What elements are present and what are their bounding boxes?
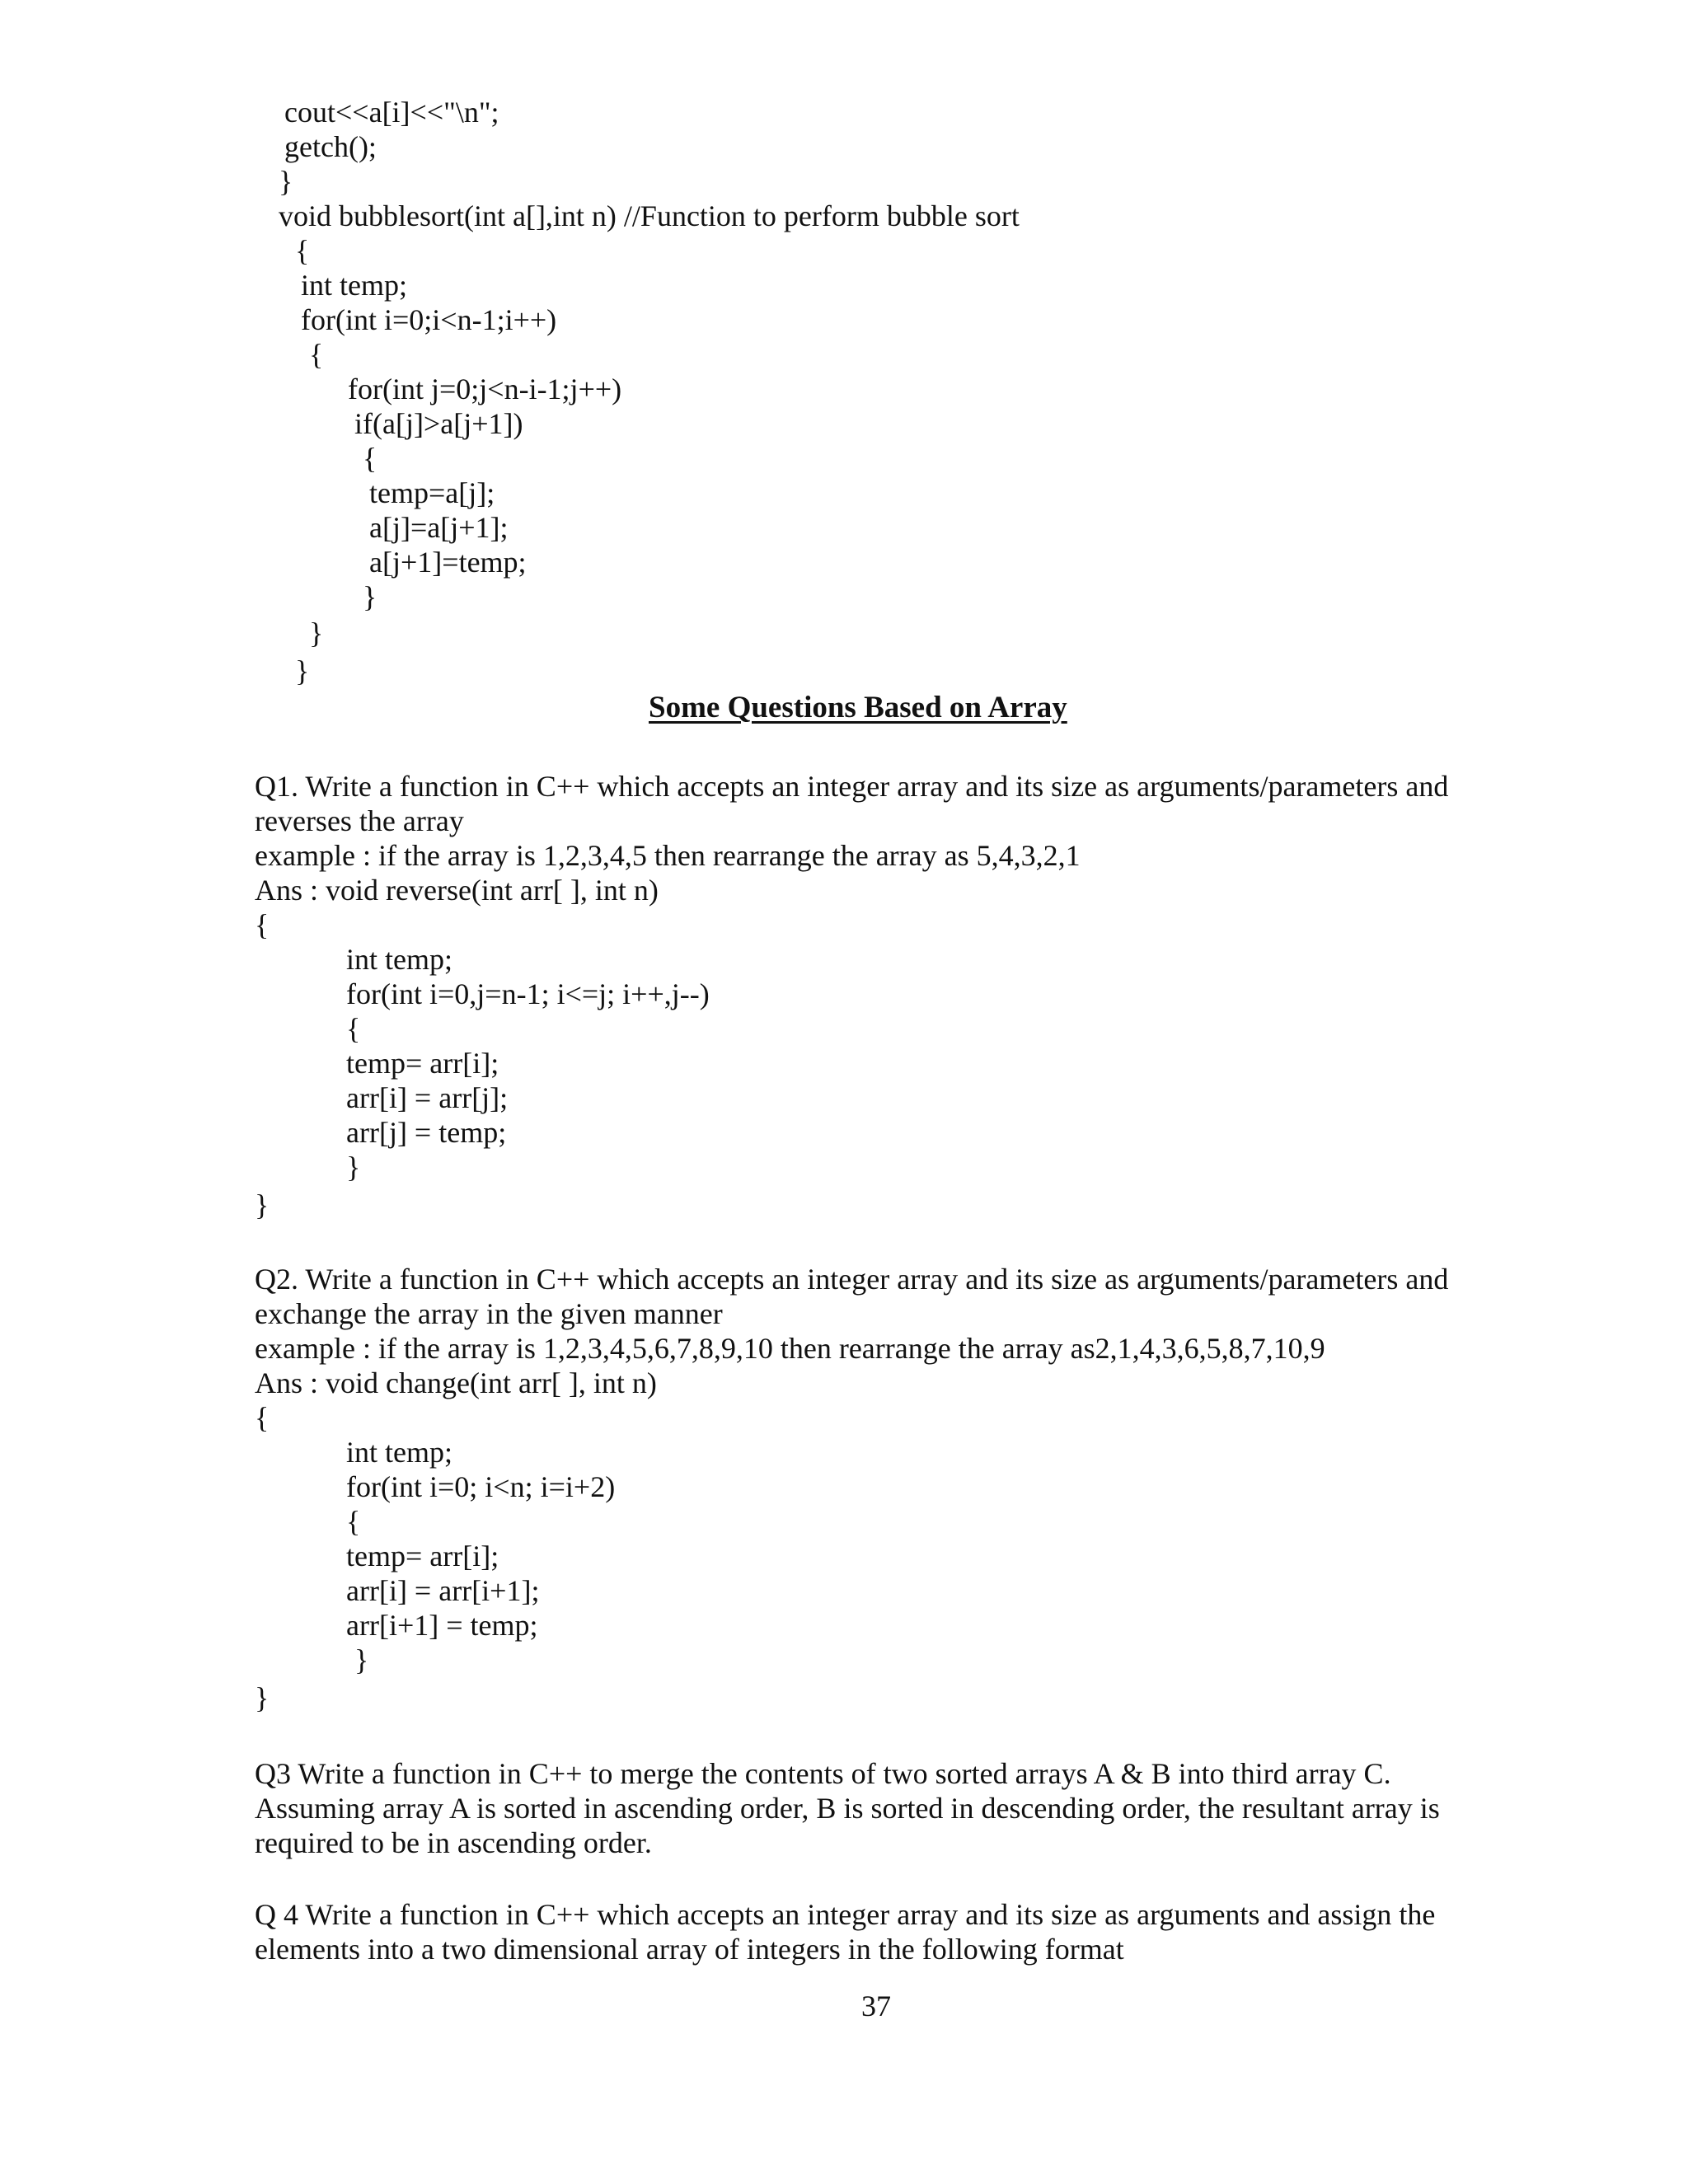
example-text: example : if the array is 1,2,3,4,5 then rearrange the array as 5,4,3,2,1 xyxy=(255,839,1081,872)
question-text: Q2. Write a function in C++ which accepts an integer array and its size as arguments/parameters and xyxy=(255,1263,1449,1296)
code-line: int temp; xyxy=(346,1436,452,1469)
code-line: temp= arr[i]; xyxy=(346,1047,499,1080)
code-line: a[j]=a[j+1]; xyxy=(369,511,509,544)
question-text: Assuming array A is sorted in ascending order, B is sorted in descending order, the resultant array is xyxy=(255,1792,1440,1825)
code-line: for(int j=0;j<n-i-1;j++) xyxy=(348,373,622,405)
code-line: int temp; xyxy=(346,943,452,976)
code-line: for(int i=0; i<n; i=i+2) xyxy=(346,1470,616,1503)
code-line: arr[i] = arr[j]; xyxy=(346,1081,509,1114)
question-text: Q3 Write a function in C++ to merge the contents of two sorted arrays A & B into third array C. xyxy=(255,1757,1391,1790)
code-line: cout<<a[i]<<"\n"; xyxy=(284,96,499,129)
question-text: elements into a two dimensional array of integers in the following format xyxy=(255,1933,1124,1966)
question-text: Q1. Write a function in C++ which accepts an integer array and its size as arguments/parameters and xyxy=(255,770,1449,803)
code-line: arr[i+1] = temp; xyxy=(346,1609,538,1642)
answer-signature: Ans : void reverse(int arr[ ], int n) xyxy=(255,874,659,907)
code-line: temp= arr[i]; xyxy=(346,1540,499,1572)
code-line: } xyxy=(363,580,377,613)
question-text: reverses the array xyxy=(255,804,464,837)
code-line: void bubblesort(int a[],int n) //Function to perform bubble sort xyxy=(279,199,1020,232)
code-line: if(a[j]>a[j+1]) xyxy=(354,407,523,440)
code-line: } xyxy=(255,1681,270,1714)
code-line: } xyxy=(255,1188,270,1221)
code-line: arr[j] = temp; xyxy=(346,1116,507,1149)
question-text: Q 4 Write a function in C++ which accepts an integer array and its size as arguments and assign the xyxy=(255,1898,1436,1931)
code-line: { xyxy=(295,234,310,267)
code-line: } xyxy=(295,654,310,687)
code-line: { xyxy=(346,1505,361,1538)
page-number: 37 xyxy=(861,1990,891,2022)
code-line: { xyxy=(255,1401,270,1434)
code-line: { xyxy=(363,442,377,475)
code-line: int temp; xyxy=(301,269,407,302)
code-line: for(int i=0;i<n-1;i++) xyxy=(301,303,557,336)
code-line: } xyxy=(354,1643,369,1676)
code-line: a[j+1]=temp; xyxy=(369,546,527,579)
question-text: exchange the array in the given manner xyxy=(255,1297,723,1330)
code-line: temp=a[j]; xyxy=(369,476,495,509)
code-line: } xyxy=(279,165,293,198)
question-text: required to be in ascending order. xyxy=(255,1826,652,1859)
answer-signature: Ans : void change(int arr[ ], int n) xyxy=(255,1366,657,1399)
code-line: arr[i] = arr[i+1]; xyxy=(346,1574,540,1607)
code-line: { xyxy=(255,908,270,941)
code-line: } xyxy=(346,1151,361,1183)
section-heading: Some Questions Based on Array xyxy=(649,691,1067,724)
code-line: for(int i=0,j=n-1; i<=j; i++,j--) xyxy=(346,977,710,1010)
example-text: example : if the array is 1,2,3,4,5,6,7,8,9,10 then rearrange the array as2,1,4,3,6,5,8,7,10,9 xyxy=(255,1332,1325,1365)
code-line: getch(); xyxy=(284,130,377,163)
code-line: } xyxy=(309,616,324,649)
code-line: { xyxy=(309,338,324,371)
code-line: { xyxy=(346,1012,361,1045)
